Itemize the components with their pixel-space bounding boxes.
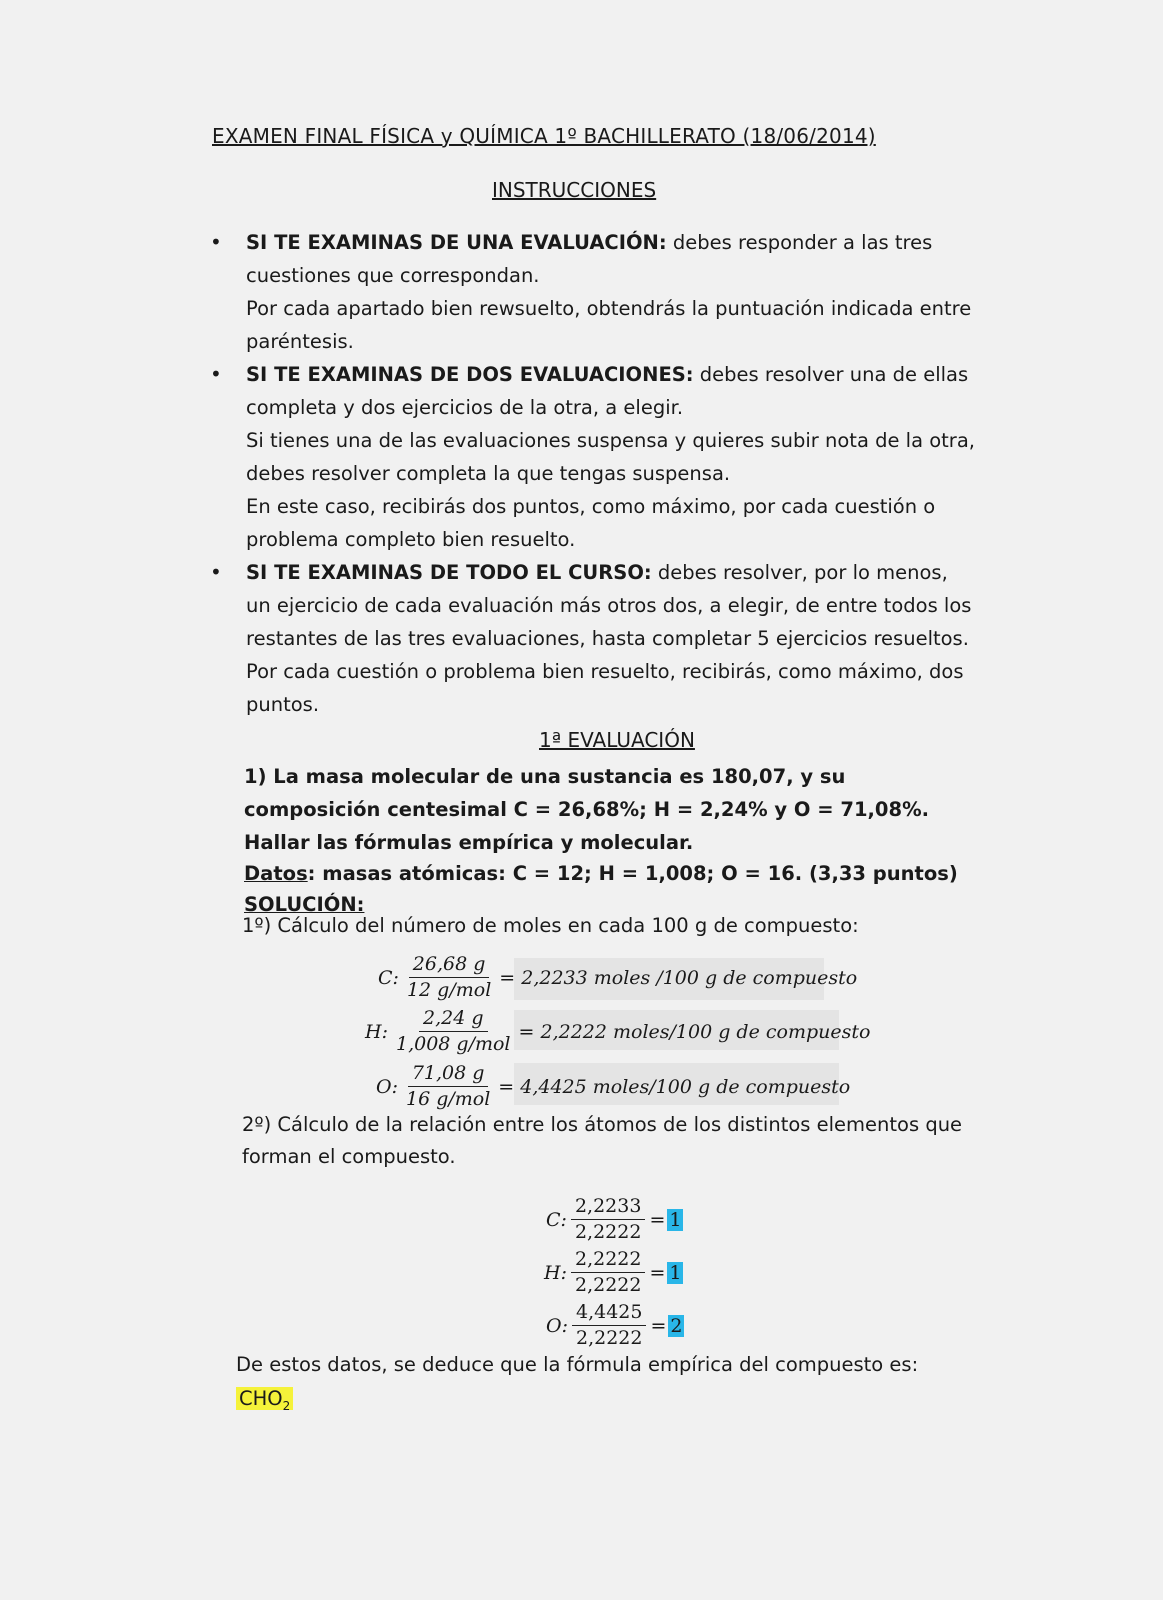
element-label: H: bbox=[365, 1020, 388, 1043]
equals-sign: = bbox=[649, 1208, 666, 1231]
bullet-icon: • bbox=[210, 362, 222, 386]
element-label: O: bbox=[376, 1075, 398, 1098]
instruction-extra-2: En este caso, recibirás dos puntos, como máximo, por cada cuestión o problema completo bien resuelto. bbox=[246, 495, 936, 551]
result: = 4,4425 moles/100 g de compuesto bbox=[498, 1075, 851, 1098]
instruction-extra: Por cada apartado bien rewsuelto, obtendrás la puntuación indicada entre paréntesis. bbox=[246, 297, 972, 353]
instruction-extra: Si tienes una de las evaluaciones suspensa y quieres subir nota de la otra, debes resolver completa la que tengas suspensa. bbox=[246, 429, 975, 485]
exam-title: EXAMEN FINAL FÍSICA y QUÍMICA 1º BACHILLERATO (18/06/2014) bbox=[212, 124, 876, 148]
element-label: H: bbox=[544, 1261, 567, 1284]
data-label: Datos bbox=[244, 862, 308, 885]
step-two: 2º) Cálculo de la relación entre los átomos de los distintos elementos que forman el compuesto. bbox=[242, 1113, 963, 1168]
fraction bbox=[571, 1194, 645, 1245]
ratio-result: 1 bbox=[669, 1261, 682, 1284]
numerator: 26,68 g bbox=[409, 952, 490, 978]
denominator: 2,2222 bbox=[574, 1221, 642, 1243]
formula-highlight bbox=[236, 1387, 293, 1413]
moles-equation-o bbox=[376, 1061, 850, 1112]
data-line bbox=[244, 862, 958, 885]
instruction-item bbox=[206, 358, 976, 556]
instruction-bold: SI TE EXAMINAS DE DOS EVALUACIONES: bbox=[246, 363, 694, 386]
instruction-text: debes resolver, por lo menos, un ejercicio de cada evaluación más otros dos, a elegir, de entre todos los restantes de las tres evaluaciones, hasta completar 5 ejercicios resueltos. bbox=[246, 561, 972, 650]
instruction-bold: SI TE EXAMINAS DE TODO EL CURSO: bbox=[246, 561, 652, 584]
numerator: 4,4425 bbox=[572, 1300, 646, 1326]
evaluation-heading: 1ª EVALUACIÓN bbox=[539, 728, 695, 752]
ratio-equation-o bbox=[546, 1300, 684, 1351]
bullet-icon: • bbox=[210, 560, 222, 584]
moles-equation-c bbox=[378, 952, 857, 1003]
formula-main: CHO bbox=[239, 1387, 283, 1410]
bullet-icon: • bbox=[210, 230, 222, 254]
numerator: 2,2222 bbox=[571, 1247, 645, 1273]
ratio-equation-h bbox=[544, 1247, 683, 1298]
result: = 2,2233 moles /100 g de compuesto bbox=[499, 966, 858, 989]
data-text: : masas atómicas: C = 12; H = 1,008; O = 16. (3,33 puntos) bbox=[307, 862, 958, 885]
fraction bbox=[402, 1061, 494, 1112]
result: = 2,2222 moles/100 g de compuesto bbox=[518, 1020, 871, 1043]
denominator: 2,2222 bbox=[575, 1327, 643, 1349]
question-text: 1) La masa molecular de una sustancia es 180,07, y su composición centesimal C = 26,68%; H = 2,24% y O = 71,08%. Hallar las fórmulas empírica y molecular. bbox=[244, 765, 930, 854]
ratio-result: 1 bbox=[669, 1208, 682, 1231]
instruction-extra: Por cada cuestión o problema bien resuelto, recibirás, como máximo, dos puntos. bbox=[246, 660, 964, 716]
denominator: 12 g/mol bbox=[406, 979, 492, 1001]
fraction bbox=[572, 1300, 646, 1351]
solution-label: SOLUCIÓN: bbox=[244, 893, 365, 916]
formula-subscript: 2 bbox=[282, 1398, 291, 1413]
fraction bbox=[392, 1006, 515, 1057]
element-label: C: bbox=[378, 966, 399, 989]
ratio-equation-c bbox=[546, 1194, 683, 1245]
equals-sign: = bbox=[649, 1261, 666, 1284]
denominator: 1,008 g/mol bbox=[395, 1033, 511, 1055]
instructions-list bbox=[206, 226, 976, 721]
fraction bbox=[403, 952, 495, 1003]
numerator: 2,2233 bbox=[571, 1194, 645, 1220]
instruction-item bbox=[206, 226, 976, 358]
element-label: C: bbox=[546, 1208, 567, 1231]
ratio-result: 2 bbox=[670, 1314, 683, 1337]
element-label: O: bbox=[546, 1314, 568, 1337]
numerator: 2,24 g bbox=[419, 1006, 488, 1032]
instructions-heading: INSTRUCCIONES bbox=[492, 178, 657, 202]
denominator: 2,2222 bbox=[574, 1274, 642, 1296]
denominator: 16 g/mol bbox=[405, 1088, 491, 1110]
numerator: 71,08 g bbox=[408, 1061, 489, 1087]
equals-sign: = bbox=[650, 1314, 667, 1337]
fraction bbox=[571, 1247, 645, 1298]
instruction-text: debes resolver una de ellas completa y dos ejercicios de la otra, a elegir. bbox=[246, 363, 969, 419]
instruction-bold: SI TE EXAMINAS DE UNA EVALUACIÓN: bbox=[246, 231, 667, 254]
instruction-text: debes responder a las tres cuestiones que correspondan. bbox=[246, 231, 933, 287]
empirical-formula bbox=[236, 1387, 293, 1413]
step-one: 1º) Cálculo del número de moles en cada 100 g de compuesto: bbox=[242, 914, 859, 937]
instruction-item bbox=[206, 556, 976, 721]
moles-equation-h bbox=[365, 1006, 870, 1057]
conclusion-text: De estos datos, se deduce que la fórmula empírica del compuesto es: bbox=[236, 1353, 919, 1376]
